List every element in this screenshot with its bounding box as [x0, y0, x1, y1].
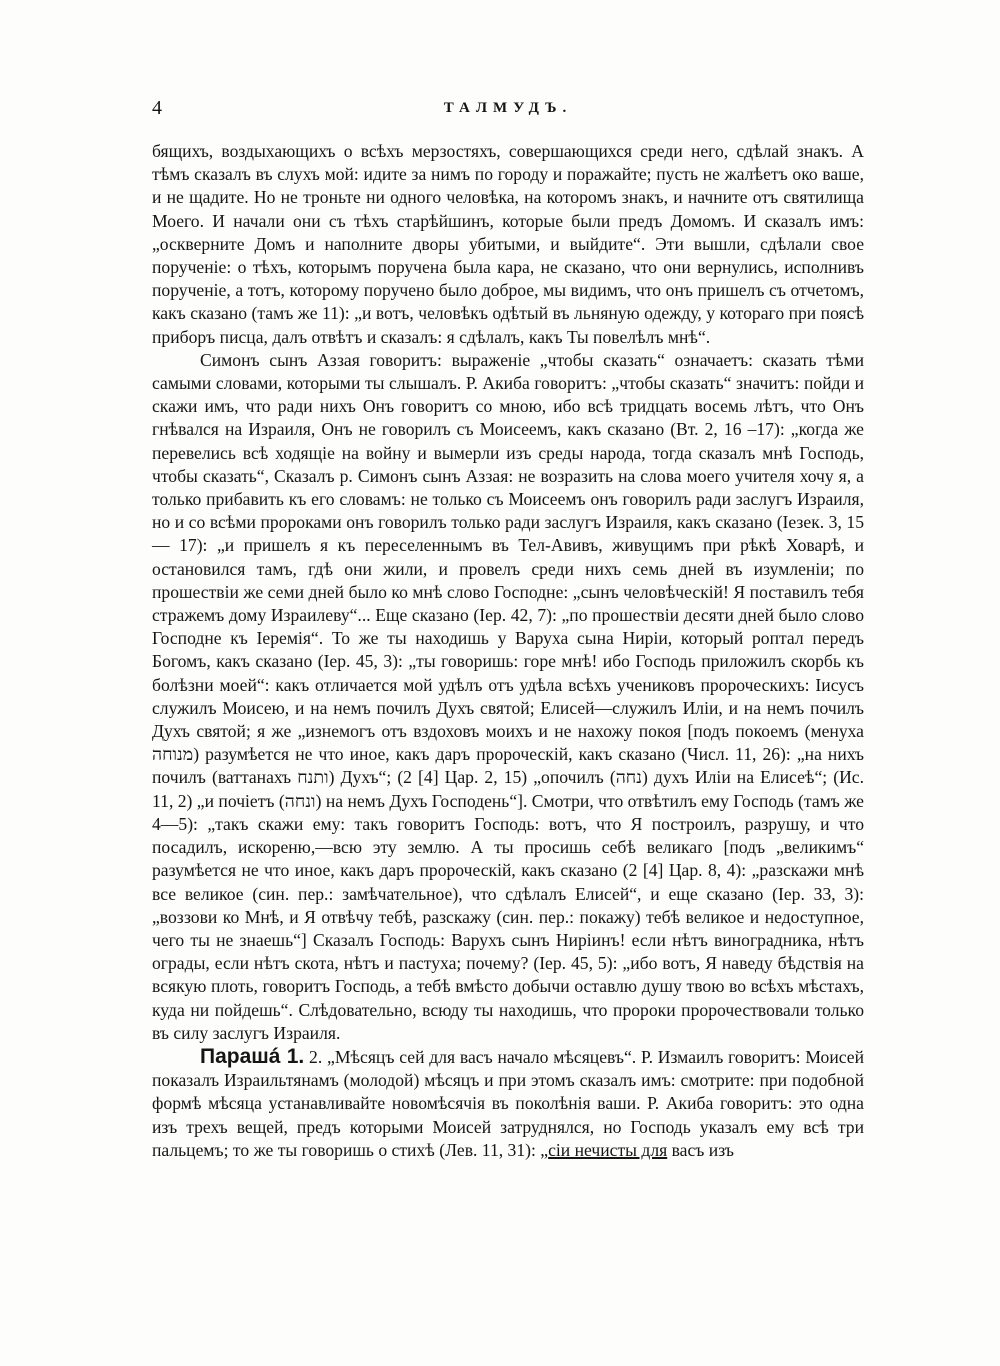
page-body [152, 140, 864, 1162]
section-heading: Парашá 1. [200, 1044, 305, 1068]
underlined-text: сіи нечисты для [548, 1139, 668, 1160]
section-text-end: васъ изъ [667, 1139, 734, 1160]
page-number: 4 [152, 97, 162, 119]
page-header [152, 96, 864, 120]
paragraph-1: бящихъ, воздыхающихъ о всѣхъ мерзостяхъ, совершающихся среди него, сдѣлай знакъ. А тѣмъ сказалъ въ слухъ мой: идите за нимъ по городу и поражайте; пусть не жалѣетъ око ваше, и не щадите. Но не троньте ни одного человѣка, на которомъ знакъ, и начните отъ святилища Моего. И начали они съ тѣхъ старѣйшинъ, которые были предъ Домомъ. И сказалъ имъ: „оскверните Домъ и наполните дворы убитыми, и выйдите“. Эти вышли, сдѣлали свое порученіе: о тѣхъ, которымъ поручена была кара, не сказано, что они вернулись, исполнивъ порученіе, а тотъ, которому поручено было доброе, мы видимъ, что онъ пришелъ съ отчетомъ, какъ сказано (тамъ же 11): „и вотъ, человѣкъ одѣтый въ льняную одежду, у котораго при поясѣ приборъ писца, далъ отвѣтъ и сказалъ: я сдѣлалъ, какъ Ты повелѣлъ мнѣ“. [152, 141, 864, 347]
running-title: ТАЛМУДЪ. [443, 100, 573, 116]
paragraph-2: Симонъ сынъ Аззая говоритъ: выраженіе „чтобы сказать“ означаетъ: сказать тѣми самыми словами, которыми ты слышалъ. Р. Акиба говоритъ: „чтобы сказать“ значитъ: пойди и скажи имъ, что ради нихъ Онъ говоритъ со мною, ибо всѣ тридцать восемь лѣтъ, что Онъ гнѣвался на Израиля, Онъ не говорилъ съ Моисеемъ, какъ сказано (Вт. 2, 16 –17): „когда же перевелись всѣ ходящіе на войну и вымерли изъ среды народа, тогда сказалъ мнѣ Господь, чтобы сказать“, Сказалъ р. Симонъ сынъ Аззая: не возразить на слова моего учителя хочу я, а только прибавить къ его словамъ: не только съ Моисеемъ онъ говорилъ ради заслугъ Израиля, но и со всѣми пророками онъ говорилъ только ради заслугъ Израиля, какъ сказано (Іезек. 3, 15 — 17): „и пришелъ я къ переселеннымъ въ Тел-Авивъ, живущимъ при рѣкѣ Ховарѣ, и остановился тамъ, гдѣ они жили, и провелъ среди нихъ семь дней въ изумленіи; по прошествіи же семи дней было ко мнѣ слово Господне: „сынъ человѣческій! Я поставилъ тебя стражемъ дому Израилеву“... Еще сказано (Іер. 42, 7): „по прошествіи десяти дней было слово Господне къ Іеремія“. То же ты находишь у Варуха сына Ниріи, который роптал передъ Богомъ, какъ сказано (Іер. 45, 3): „ты говоришь: горе мнѣ! ибо Господь приложилъ скорбь къ болѣзни моей“: какъ отличается мой удѣлъ отъ удѣла всѣхъ учениковъ пророческихъ: Іисусъ служилъ Моисею, и на немъ почилъ Духъ святой; Елисей—служилъ Иліи, и на немъ почилъ Духъ святой; я же „изнемогъ отъ вздоховъ моихъ и не нахожу покоя [подъ покоемъ (менуха מנוחה) разумѣется не что иное, какъ даръ пророческій, какъ сказано (Числ. 11, 26): „на нихъ почилъ (ваттанахъ ותנח) Духъ“; (2 [4] Цар. 2, 15) „опочилъ (נחה) духъ Иліи на Елисеѣ“; (Ис. 11, 2) „и почіетъ (ונחה) на немъ Духъ Господень“]. Смотри, что отвѣтилъ ему Господь (тамъ же 4—5): „такъ скажи ему: такъ говоритъ Господь: вотъ, что Я построилъ, разрушу, и что посадилъ, искореню,—всю эту землю. А ты просишь себѣ великаго [подъ „великимъ“ разумѣется не что иное, какъ даръ пророческій, какъ сказано (2 [4] Цар. 8, 4): „разскажи мнѣ все великое (син. пер.: замѣчательное), что сдѣлалъ Елисей“, и еще сказано (Іер. 33, 3): „воззови ко Мнѣ, и Я отвѣчу тебѣ, разскажу (син. пер.: покажу) тебѣ великое и недоступное, чего ты не знаешь“] Сказалъ Господь: Варухъ сынъ Ниріинъ! если нѣтъ виноградника, нѣтъ ограды, если нѣтъ скота, нѣтъ и пастуха; почему? (Іер. 45, 5): „ибо вотъ, Я наведу бѣдствія на всякую плоть, говоритъ Господь, а тебѣ вмѣсто добычи оставлю душу твою во всѣхъ мѣстахъ, куда ни пойдешь“. Слѣдовательно, всюду ты находишь, что пророки пророчествовали только въ силу заслугъ Израиля. [152, 349, 864, 1043]
section-text: 2. „Мѣсяцъ сей для васъ начало мѣсяцевъ“. Р. Измаилъ говоритъ: Моисей показалъ Израильтянамъ (молодой) мѣсяцъ и при этомъ сказалъ имъ: смотрите: при подобной формѣ мѣсяца устанавливайте новомѣсячія въ поколѣнія ваши. Р. Акиба говоритъ: это одна изъ трехъ вещей, предъ которыми Моисей затруднялся, но Господь указалъ ему всѣ три пальцемъ; то же ты говоришь о стихѣ (Лев. 11, 31): „ [152, 1046, 865, 1160]
section-paragraph [152, 1045, 864, 1162]
